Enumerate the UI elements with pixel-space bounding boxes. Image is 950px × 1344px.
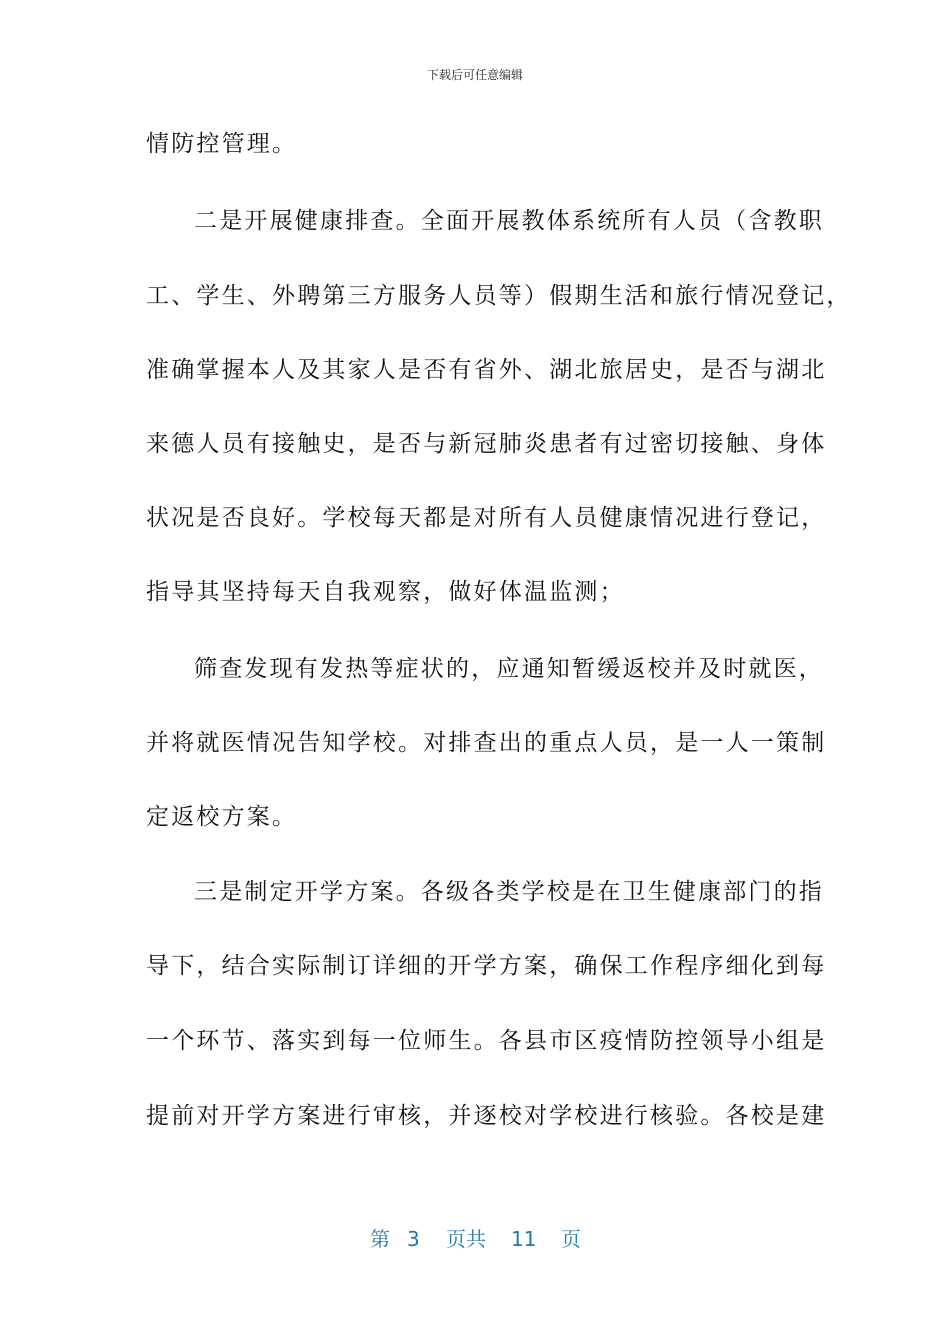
- total-pages-number: 11: [511, 1227, 537, 1251]
- paragraph-start-line: 筛查发现有发热等症状的，应通知暂缓返校并及时就医，: [194, 656, 824, 682]
- paragraph-start-line: 二是开展健康排查。全面开展教体系统所有人员（含教职: [194, 208, 824, 234]
- body-line: 导下，结合实际制订详细的开学方案，确保工作程序细化到每: [146, 953, 827, 979]
- body-line: 情防控管理。: [146, 131, 298, 157]
- body-line: 指导其坚持每天自我观察，做好体温监测；: [146, 579, 625, 605]
- current-page-number: 3: [407, 1227, 420, 1251]
- page-header-note: 下载后可任意编辑: [426, 68, 523, 82]
- body-line: 一个环节、落实到每一位师生。各县市区疫情防控领导小组是: [146, 1028, 827, 1054]
- body-line: 工、学生、外聘第三方服务人员等）假期生活和旅行情况登记，: [146, 283, 852, 309]
- body-line: 并将就医情况告知学校。对排查出的重点人员，是一人一策制: [146, 730, 827, 756]
- body-line: 定返校方案。: [146, 804, 298, 830]
- body-line: 准确掌握本人及其家人是否有省外、湖北旅居史，是否与湖北: [146, 357, 827, 383]
- body-line: 来德人员有接触史，是否与新冠肺炎患者有过密切接触、身体: [146, 431, 827, 457]
- footer-middle: 页共: [446, 1227, 486, 1251]
- footer-prefix: 第: [370, 1227, 390, 1251]
- body-line: 状况是否良好。学校每天都是对所有人员健康情况进行登记，: [146, 505, 827, 531]
- footer-suffix: 页: [561, 1227, 581, 1251]
- paragraph-start-line: 三是制定开学方案。各级各类学校是在卫生健康部门的指: [194, 879, 824, 905]
- body-line: 提前对开学方案进行审核，并逐校对学校进行核验。各校是建: [146, 1103, 827, 1129]
